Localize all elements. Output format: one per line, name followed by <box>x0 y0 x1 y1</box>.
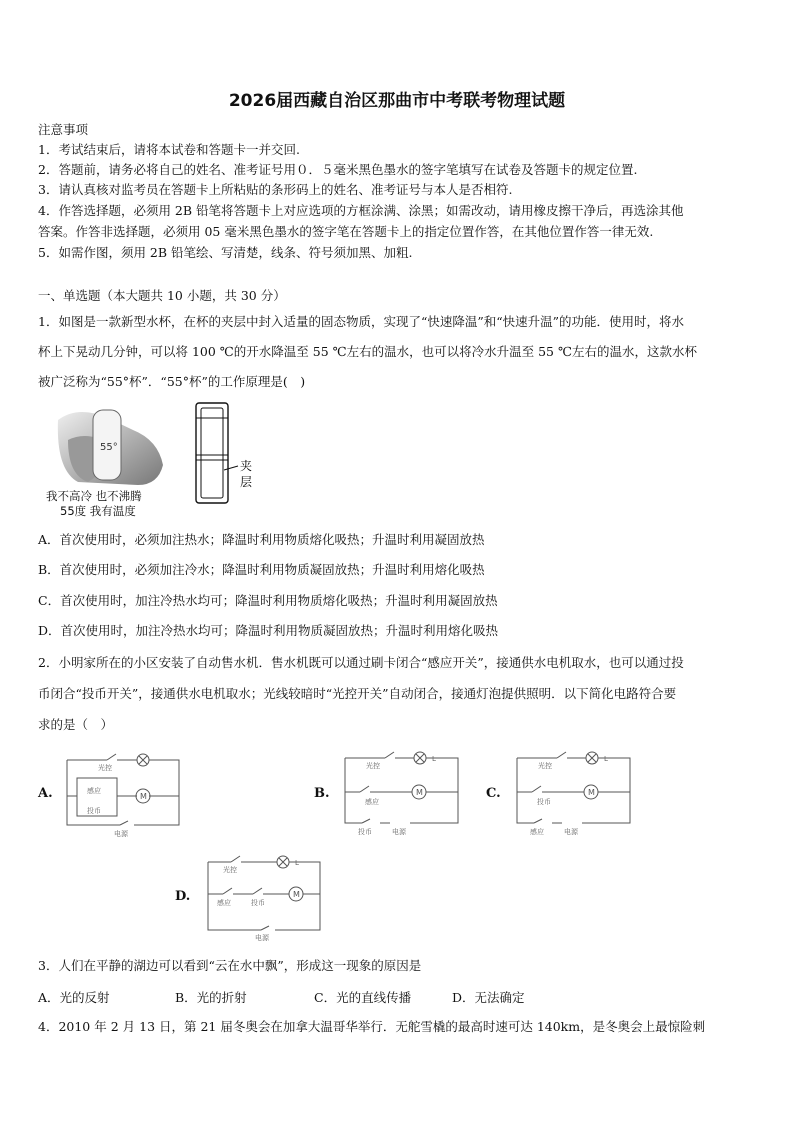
notice-item: 2．答题前，请务必将自己的姓名、准考证号用０．５毫米黑色墨水的签字笔填写在试卷及答题卡的规定位置. <box>38 162 638 177</box>
q1-option-d: D．首次使用时，加注冷热水均可；降温时利用物质凝固放热；升温时利用熔化吸热 <box>38 623 499 638</box>
label-sensor: 感应 <box>365 798 379 806</box>
label-power: 电源 <box>564 828 578 836</box>
cup-label-1: 夹 <box>240 459 253 473</box>
notice-item: 5．如需作图，须用 2B 铅笔绘、写清楚，线条、符号须加黑、加粗. <box>38 245 413 260</box>
label-light-ctrl: 光控 <box>223 866 237 874</box>
label-sensor: 感应 <box>530 828 544 836</box>
label-coin: 投币 <box>537 798 551 806</box>
label-light-ctrl: 光控 <box>98 764 112 772</box>
label-sensor: 感应 <box>217 899 231 907</box>
circuit-d <box>203 850 325 942</box>
q3-option-b: B．光的折射 <box>175 990 247 1005</box>
label-power: 电源 <box>255 934 269 942</box>
page-title: 2026届西藏自治区那曲市中考联考物理试题 <box>228 91 566 111</box>
question-2-line: 求的是（ ） <box>38 717 114 732</box>
question-3-line: 3．人们在平静的湖边可以看到“云在水中飘”，形成这一现象的原因是 <box>38 958 422 973</box>
label-coin: 投币 <box>358 828 372 836</box>
motor-symbol: M <box>140 792 147 801</box>
lamp-symbol: L <box>295 859 299 867</box>
motor-symbol: M <box>416 788 423 797</box>
q2-option-c-label: C. <box>486 786 501 801</box>
label-sensor: 感应 <box>87 787 101 795</box>
q2-option-d-label: D. <box>175 889 191 904</box>
label-coin: 投币 <box>87 807 101 815</box>
question-2-line: 币闭合“投币开关”，接通供水电机取水；光线较暗时“光控开关”自动闭合，接通灯泡提供照明．以下简化电路符合要 <box>38 686 677 701</box>
circuit-a <box>62 748 184 840</box>
q3-option-d: D．无法确定 <box>452 990 525 1005</box>
circuit-c <box>512 746 636 838</box>
q3-option-a: A．光的反射 <box>38 990 110 1005</box>
cup-label-2: 层 <box>240 475 253 489</box>
circuit-b <box>340 746 464 838</box>
cup-photo <box>38 400 178 520</box>
q1-option-b: B．首次使用时，必须加注冷水；降温时利用物质凝固放热；升温时利用熔化吸热 <box>38 562 485 577</box>
question-4-line: 4．2010 年 2 月 13 日，第 21 届冬奥会在加拿大温哥华举行．无舵雪橇的最高时速可达 140km，是冬奥会上最惊险刺 <box>38 1019 706 1034</box>
cup-diagram <box>188 400 268 512</box>
question-1-line: 1．如图是一款新型水杯，在杯的夹层中封入适量的固态物质，实现了“快速降温”和“快速升温”的功能．使用时，将水 <box>38 314 685 329</box>
label-coin: 投币 <box>251 899 265 907</box>
q1-option-a: A．首次使用时，必须加注热水；降温时利用物质熔化吸热；升温时利用凝固放热 <box>38 532 485 547</box>
photo-caption-2: 55度 我有温度 <box>60 504 136 518</box>
q1-option-c: C．首次使用时，加注冷热水均可；降温时利用物质熔化吸热；升温时利用凝固放热 <box>38 593 498 608</box>
label-light-ctrl: 光控 <box>366 762 380 770</box>
q2-option-b-label: B. <box>314 786 330 801</box>
notice-item: 答案。作答非选择题，必须用 05 毫米黑色墨水的签字笔在答题卡上的指定位置作答，在其他位置作答一律无效. <box>38 224 654 239</box>
q2-option-a-label: A. <box>38 786 53 801</box>
notice-item: 3．请认真核对监考员在答题卡上所粘贴的条形码上的姓名、准考证号与本人是否相符. <box>38 182 513 197</box>
lamp-symbol: L <box>604 755 608 763</box>
motor-symbol: M <box>588 788 595 797</box>
svg-text:55°: 55° <box>100 442 118 453</box>
question-2-line: 2．小明家所在的小区安装了自动售水机．售水机既可以通过刷卡闭合“感应开关”，接通供水电机取水，也可以通过投 <box>38 655 684 670</box>
notice-item: 1．考试结束后，请将本试卷和答题卡一并交回. <box>38 142 300 157</box>
lamp-symbol: L <box>432 755 436 763</box>
notice-item: 4．作答选择题，必须用 2B 铅笔将答题卡上对应选项的方框涂满、涂黑；如需改动，请用橡皮擦干净后，再选涂其他 <box>38 203 684 218</box>
label-light-ctrl: 光控 <box>538 762 552 770</box>
q3-option-c: C．光的直线传播 <box>314 990 412 1005</box>
section-heading: 一、单选题（本大题共 10 小题，共 30 分） <box>38 288 286 303</box>
label-power: 电源 <box>392 828 406 836</box>
label-power: 电源 <box>114 830 128 838</box>
question-1-line: 被广泛称为“55°杯”．“55°杯”的工作原理是( ) <box>38 374 306 389</box>
question-1-line: 杯上下晃动几分钟，可以将 100 ℃的开水降温至 55 ℃左右的温水，也可以将冷水升温至 55 ℃左右的温水，这款水杯 <box>38 344 697 359</box>
photo-caption-1: 我不高冷 也不沸腾 <box>46 489 142 503</box>
motor-symbol: M <box>293 890 300 899</box>
notice-heading: 注意事项 <box>38 122 89 137</box>
